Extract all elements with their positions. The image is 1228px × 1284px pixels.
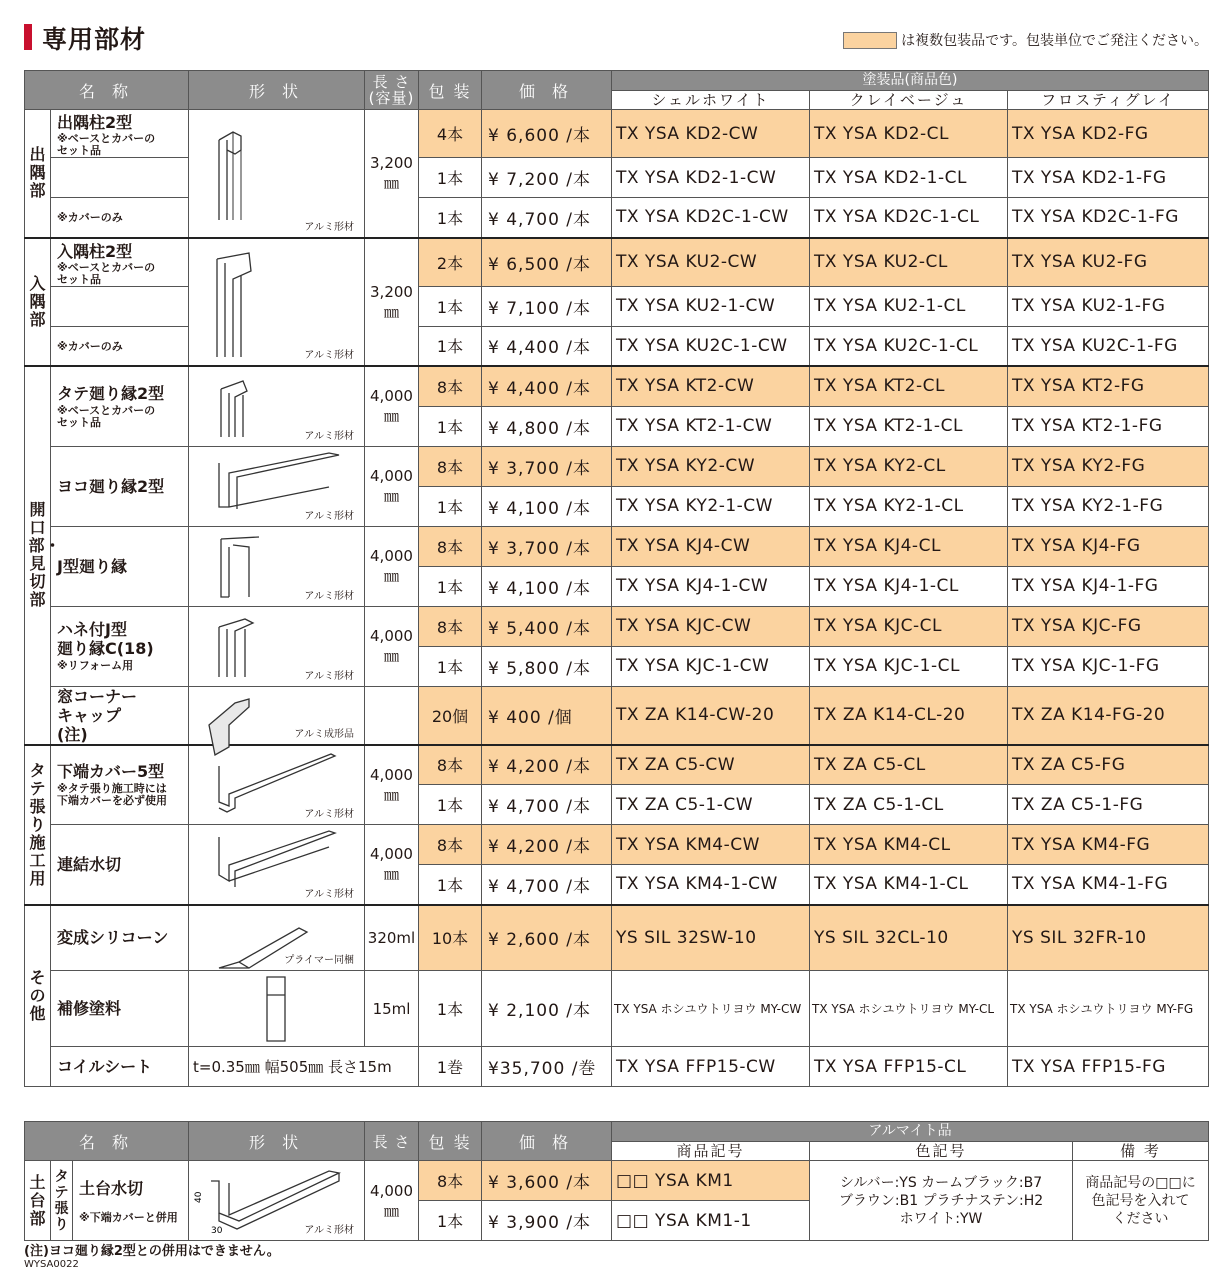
table-row xyxy=(25,446,1209,486)
product-code-cell: TX YSA KJC-CW xyxy=(612,606,810,646)
item-note: ※タテ張り施工時には 下端カバーを必ず使用 xyxy=(57,782,167,808)
product-code-cell: TX YSA KU2C-1-CW xyxy=(612,326,810,366)
item-name: ヨコ廻り縁2型 xyxy=(57,476,165,496)
price-cell: ¥ 6,500 /本 xyxy=(482,238,612,287)
pack-cell: 4本 xyxy=(419,110,482,158)
item-name: 下端カバー5型 xyxy=(57,762,165,782)
product-code-cell: TX ZA C5-1-CW xyxy=(612,785,810,825)
t2-header-length: 長 さ xyxy=(365,1122,419,1161)
item-spec: t=0.35㎜ 幅505㎜ 長さ15m xyxy=(189,1047,419,1087)
pack-cell: 1本 xyxy=(419,566,482,606)
product-code-cell: TX YSA KJC-FG xyxy=(1008,606,1209,646)
category-cell: タテ張り施工用 xyxy=(25,745,51,905)
category-cell: その他 xyxy=(25,905,51,1087)
item-name-cell xyxy=(51,825,189,905)
t2-code-1: □□ YSA KM1-1 xyxy=(612,1201,810,1241)
t2-price-1: ¥ 3,900 /本 xyxy=(482,1201,612,1241)
product-code-cell: YS SIL 32CL-10 xyxy=(810,905,1008,971)
item-material: アルミ形材 xyxy=(304,350,354,361)
product-code-cell: TX YSA KJ4-1-FG xyxy=(1008,566,1209,606)
pack-cell: 10本 xyxy=(419,905,482,971)
t2-name-cell xyxy=(73,1161,189,1241)
product-code-cell: TX YSA KY2-1-FG xyxy=(1008,486,1209,526)
item-shape-cell xyxy=(189,606,365,686)
product-code-cell: TX YSA KD2C-1-FG xyxy=(1008,198,1209,238)
product-code-cell: TX YSA KU2-FG xyxy=(1008,238,1209,287)
price-cell: ¥35,700 /巻 xyxy=(482,1047,612,1087)
product-code-cell: TX ZA C5-FG xyxy=(1008,745,1209,785)
product-code-cell: TX YSA KU2-1-CL xyxy=(810,286,1008,326)
t2-header-price: 価 格 xyxy=(482,1122,612,1161)
item-name: タテ廻り縁2型 xyxy=(57,383,165,403)
pack-cell: 8本 xyxy=(419,366,482,406)
item-name-cell xyxy=(51,238,189,287)
price-cell: ¥ 4,400 /本 xyxy=(482,366,612,406)
pack-cell: 8本 xyxy=(419,606,482,646)
item-shape-cell xyxy=(189,686,365,745)
item-name-cell xyxy=(51,366,189,446)
price-cell: ¥ 4,700 /本 xyxy=(482,198,612,238)
item-name-cell xyxy=(51,158,189,198)
item-name: 補修塗料 xyxy=(57,999,122,1018)
t2-pack-1: 1本 xyxy=(419,1201,482,1241)
item-material: アルミ成形品 xyxy=(294,728,354,740)
product-code-cell: TX YSA KT2-FG xyxy=(1008,366,1209,406)
t2-header-color: 色記号 xyxy=(810,1141,1073,1161)
price-cell: ¥ 4,200 /本 xyxy=(482,745,612,785)
item-name-cell xyxy=(51,971,189,1047)
t2-price-0: ¥ 3,600 /本 xyxy=(482,1161,612,1201)
item-length xyxy=(365,686,419,745)
table-row xyxy=(25,1047,1209,1087)
product-code-cell: TX YSA KD2-CL xyxy=(810,110,1008,158)
t2-shape-cell xyxy=(189,1161,365,1241)
footnote: (注)ヨコ廻り縁2型との併用はできません。 xyxy=(24,1244,280,1259)
category-cell: 入隅部 xyxy=(25,238,51,367)
pack-cell: 1本 xyxy=(419,406,482,446)
t2-header-name: 名 称 xyxy=(25,1122,189,1161)
product-code-cell: TX ZA K14-FG-20 xyxy=(1008,686,1209,745)
item-material: アルミ形材 xyxy=(304,221,354,233)
price-cell: ¥ 4,800 /本 xyxy=(482,406,612,446)
product-code-cell: TX YSA KJ4-CL xyxy=(810,526,1008,566)
parts-table xyxy=(24,70,1209,1087)
table-row xyxy=(25,606,1209,646)
t2-header-code: 商品記号 xyxy=(612,1141,810,1161)
product-code-cell: TX YSA KY2-1-CW xyxy=(612,486,810,526)
pack-cell: 1本 xyxy=(419,286,482,326)
table-row xyxy=(25,686,1209,745)
product-code-cell: TX YSA KM4-1-CW xyxy=(612,865,810,905)
pack-cell: 1本 xyxy=(419,198,482,238)
price-cell: ¥ 5,800 /本 xyxy=(482,646,612,686)
t2-length: 4,000 ㎜ xyxy=(365,1161,419,1241)
item-note: ※カバーのみ xyxy=(57,339,123,353)
product-code-cell: TX YSA KD2-1-CW xyxy=(612,158,810,198)
t2-header-remark: 備 考 xyxy=(1073,1141,1209,1161)
product-code-cell: TX ZA C5-CL xyxy=(810,745,1008,785)
item-material: アルミ形材 xyxy=(304,510,354,522)
table-row xyxy=(25,745,1209,785)
item-name-cell xyxy=(51,446,189,526)
item-shape-drawing xyxy=(189,971,365,1047)
header-color-cl: クレイベージュ xyxy=(810,90,1008,110)
item-name-cell xyxy=(51,905,189,971)
product-code-cell: TX YSA KT2-CL xyxy=(810,366,1008,406)
product-code-cell: TX ZA C5-1-FG xyxy=(1008,785,1209,825)
t2-material: アルミ形材 xyxy=(304,1225,355,1236)
pack-cell: 1本 xyxy=(419,158,482,198)
item-shape-drawing xyxy=(189,110,365,230)
item-name-cell xyxy=(51,286,189,326)
item-name-cell xyxy=(51,686,189,745)
item-length: 3,200 ㎜ xyxy=(365,110,419,238)
item-shape-cell xyxy=(189,110,365,238)
legend-swatch xyxy=(843,32,897,49)
item-name: J型廻り縁 xyxy=(57,556,127,576)
item-material: アルミ形材 xyxy=(304,590,354,602)
price-cell: ¥ 400 /個 xyxy=(482,686,612,745)
item-note: ※ベースとカバーの セット品 xyxy=(57,132,156,157)
product-code-cell: TX YSA KJC-1-CW xyxy=(612,646,810,686)
document-id: WYSA0022 xyxy=(24,1259,79,1270)
alumite-table xyxy=(24,1121,1209,1241)
table-row xyxy=(25,905,1209,971)
product-code-cell: TX YSA KJC-1-CL xyxy=(810,646,1008,686)
pack-cell: 1本 xyxy=(419,326,482,366)
item-note-cell xyxy=(51,198,189,238)
product-code-cell: TX YSA KY2-1-CL xyxy=(810,486,1008,526)
category-cell: 開口部・見切部 xyxy=(25,366,51,745)
t2-pack-0: 8本 xyxy=(419,1161,482,1201)
product-code-cell: TX YSA ホシユウトリヨウ MY-CL xyxy=(810,971,1008,1047)
legend-text: は複数包装品です。包装単位でご発注ください。 xyxy=(901,33,1208,49)
svg-text:30: 30 xyxy=(211,1226,223,1236)
product-code-cell: TX YSA KD2-FG xyxy=(1008,110,1209,158)
header-color-fg: フロスティグレイ xyxy=(1008,90,1209,110)
pack-cell: 8本 xyxy=(419,745,482,785)
item-name-cell xyxy=(51,606,189,686)
product-code-cell: TX YSA KU2-1-CW xyxy=(612,286,810,326)
product-code-cell: TX YSA ホシユウトリヨウ MY-FG xyxy=(1008,971,1209,1047)
t2-item-name: 土台水切 xyxy=(79,1179,144,1198)
product-code-cell: TX ZA C5-CW xyxy=(612,745,810,785)
price-cell: ¥ 4,700 /本 xyxy=(482,785,612,825)
product-code-cell: TX YSA KU2C-1-FG xyxy=(1008,326,1209,366)
header-pack: 包 装 xyxy=(419,71,482,110)
item-note: ※ベースとカバーの セット品 xyxy=(57,260,156,286)
pack-cell: 1本 xyxy=(419,971,482,1047)
pack-cell: 1本 xyxy=(419,646,482,686)
header-price: 価 格 xyxy=(482,71,612,110)
product-code-cell: TX YSA KD2-CW xyxy=(612,110,810,158)
item-name: ハネ付J型 廻り縁C(18) xyxy=(57,620,154,658)
product-code-cell: TX YSA FFP15-CW xyxy=(612,1047,810,1087)
pack-cell: 8本 xyxy=(419,446,482,486)
item-material: アルミ形材 xyxy=(304,430,354,442)
item-material: アルミ形材 xyxy=(304,888,354,900)
item-name: 連結水切 xyxy=(57,854,122,874)
product-code-cell: TX YSA KU2-CL xyxy=(810,238,1008,287)
product-code-cell: TX YSA KJ4-FG xyxy=(1008,526,1209,566)
table-row xyxy=(25,526,1209,566)
product-code-cell: TX YSA KM4-1-FG xyxy=(1008,865,1209,905)
product-code-cell: TX YSA KD2C-1-CW xyxy=(612,198,810,238)
product-code-cell: TX YSA KU2-1-FG xyxy=(1008,286,1209,326)
price-cell: ¥ 4,200 /本 xyxy=(482,825,612,865)
price-cell: ¥ 2,100 /本 xyxy=(482,971,612,1047)
item-name-cell xyxy=(51,110,189,158)
legend xyxy=(843,30,1208,50)
item-name: 窓コーナー キャップ (注) xyxy=(57,686,138,744)
title-accent-bar xyxy=(24,24,32,50)
price-cell: ¥ 2,600 /本 xyxy=(482,905,612,971)
item-name: 出隅柱2型 xyxy=(57,113,133,132)
t2-category: 土台部 xyxy=(25,1161,51,1241)
product-code-cell: YS SIL 32FR-10 xyxy=(1008,905,1209,971)
product-code-cell: TX YSA KJC-CL xyxy=(810,606,1008,646)
item-shape-cell xyxy=(189,745,365,825)
item-length: 3,200 ㎜ xyxy=(365,238,419,367)
product-code-cell: TX YSA KD2-1-CL xyxy=(810,158,1008,198)
item-length: 15ml xyxy=(365,971,419,1047)
category-cell: 出隅部 xyxy=(25,110,51,238)
t2-header-shape: 形 状 xyxy=(189,1122,365,1161)
product-code-cell: TX YSA FFP15-CL xyxy=(810,1047,1008,1087)
product-code-cell: TX YSA KJ4-1-CW xyxy=(612,566,810,606)
product-code-cell: TX YSA KU2-CW xyxy=(612,238,810,287)
item-shape-drawing xyxy=(189,687,365,727)
item-material: プライマー同梱 xyxy=(284,955,354,966)
product-code-cell: TX YSA KM4-CL xyxy=(810,825,1008,865)
header-length: 長 さ (容量) xyxy=(365,71,419,110)
item-length: 4,000 ㎜ xyxy=(365,366,419,446)
pack-cell: 1本 xyxy=(419,785,482,825)
pack-cell: 2本 xyxy=(419,238,482,287)
item-length: 4,000 ㎜ xyxy=(365,825,419,905)
price-cell: ¥ 4,100 /本 xyxy=(482,486,612,526)
item-note: ※ベースとカバーの セット品 xyxy=(57,403,156,429)
t2-remark: 商品記号の□□に 色記号を入れて ください xyxy=(1073,1161,1209,1241)
item-shape-cell xyxy=(189,238,365,367)
price-cell: ¥ 3,700 /本 xyxy=(482,526,612,566)
product-code-cell: TX YSA KU2C-1-CL xyxy=(810,326,1008,366)
product-code-cell: TX YSA KT2-1-CL xyxy=(810,406,1008,446)
product-code-cell: TX ZA K14-CL-20 xyxy=(810,686,1008,745)
item-note-cell xyxy=(51,326,189,366)
price-cell: ¥ 5,400 /本 xyxy=(482,606,612,646)
product-code-cell: TX YSA KD2C-1-CL xyxy=(810,198,1008,238)
item-material: アルミ形材 xyxy=(304,809,354,820)
pack-cell: 1巻 xyxy=(419,1047,482,1087)
item-name: 入隅柱2型 xyxy=(57,241,133,261)
item-length: 4,000 ㎜ xyxy=(365,446,419,526)
item-shape-cell xyxy=(189,971,365,1047)
product-code-cell: TX ZA C5-1-CL xyxy=(810,785,1008,825)
price-cell: ¥ 7,100 /本 xyxy=(482,286,612,326)
item-length: 4,000 ㎜ xyxy=(365,526,419,606)
product-code-cell: TX ZA K14-CW-20 xyxy=(612,686,810,745)
header-painted: 塗装品(商品色) xyxy=(612,71,1209,91)
t2-color-codes: シルバー:YS カームブラック:B7 ブラウン:B1 プラチナステン:H2 ホワイト:YW xyxy=(810,1161,1073,1241)
item-shape-cell xyxy=(189,526,365,606)
item-name: コイルシート xyxy=(57,1057,153,1076)
price-cell: ¥ 4,700 /本 xyxy=(482,865,612,905)
item-shape-cell xyxy=(189,905,365,971)
product-code-cell: TX YSA FFP15-FG xyxy=(1008,1047,1209,1087)
item-shape-drawing xyxy=(189,239,365,359)
price-cell: ¥ 7,200 /本 xyxy=(482,158,612,198)
header-shape: 形 状 xyxy=(189,71,365,110)
item-material: アルミ形材 xyxy=(304,670,354,682)
product-code-cell: TX YSA KT2-1-CW xyxy=(612,406,810,446)
t2-item-note: ※下端カバーと併用 xyxy=(79,1211,178,1224)
product-code-cell: TX YSA ホシユウトリヨウ MY-CW xyxy=(612,971,810,1047)
pack-cell: 20個 xyxy=(419,686,482,745)
product-code-cell: TX YSA KT2-CW xyxy=(612,366,810,406)
t2-code-0: □□ YSA KM1 xyxy=(612,1161,810,1201)
item-shape-cell xyxy=(189,825,365,905)
item-note: ※リフォーム用 xyxy=(57,659,134,672)
t2-header-alumite: アルマイト品 xyxy=(612,1122,1209,1142)
table-row xyxy=(25,971,1209,1047)
table-row xyxy=(25,110,1209,158)
t2-header-pack: 包 装 xyxy=(419,1122,482,1161)
product-code-cell: TX YSA KY2-CW xyxy=(612,446,810,486)
svg-text:40: 40 xyxy=(194,1191,205,1203)
product-code-cell: TX YSA KM4-FG xyxy=(1008,825,1209,865)
product-code-cell: TX YSA KJ4-1-CL xyxy=(810,566,1008,606)
product-code-cell: YS SIL 32SW-10 xyxy=(612,905,810,971)
item-shape-cell xyxy=(189,366,365,446)
product-code-cell: TX YSA KM4-CW xyxy=(612,825,810,865)
product-code-cell: TX YSA KD2-1-FG xyxy=(1008,158,1209,198)
price-cell: ¥ 3,700 /本 xyxy=(482,446,612,486)
price-cell: ¥ 4,400 /本 xyxy=(482,326,612,366)
item-shape-cell xyxy=(189,446,365,526)
header-color-cw: シェルホワイト xyxy=(612,90,810,110)
product-code-cell: TX YSA KJC-1-FG xyxy=(1008,646,1209,686)
price-cell: ¥ 6,600 /本 xyxy=(482,110,612,158)
pack-cell: 1本 xyxy=(419,486,482,526)
product-code-cell: TX YSA KM4-1-CL xyxy=(810,865,1008,905)
item-length: 4,000 ㎜ xyxy=(365,606,419,686)
product-code-cell: TX YSA KT2-1-FG xyxy=(1008,406,1209,446)
product-code-cell: TX YSA KY2-FG xyxy=(1008,446,1209,486)
t2-subcategory: タテ張り xyxy=(51,1161,73,1241)
pack-cell: 1本 xyxy=(419,865,482,905)
table-row xyxy=(25,238,1209,287)
pack-cell: 8本 xyxy=(419,825,482,865)
item-note: ※カバーのみ xyxy=(57,211,123,225)
price-cell: ¥ 4,100 /本 xyxy=(482,566,612,606)
header-name: 名 称 xyxy=(25,71,189,110)
item-name-cell xyxy=(51,1047,189,1087)
item-name: 変成シリコーン xyxy=(57,928,169,948)
pack-cell: 8本 xyxy=(419,526,482,566)
table-row xyxy=(25,825,1209,865)
table-row xyxy=(25,366,1209,406)
item-length: 320ml xyxy=(365,905,419,971)
product-code-cell: TX YSA KJ4-CW xyxy=(612,526,810,566)
product-code-cell: TX YSA KY2-CL xyxy=(810,446,1008,486)
item-name-cell xyxy=(51,745,189,825)
page-title: 専用部材 xyxy=(42,25,147,54)
item-name-cell xyxy=(51,526,189,606)
item-length: 4,000 ㎜ xyxy=(365,745,419,825)
